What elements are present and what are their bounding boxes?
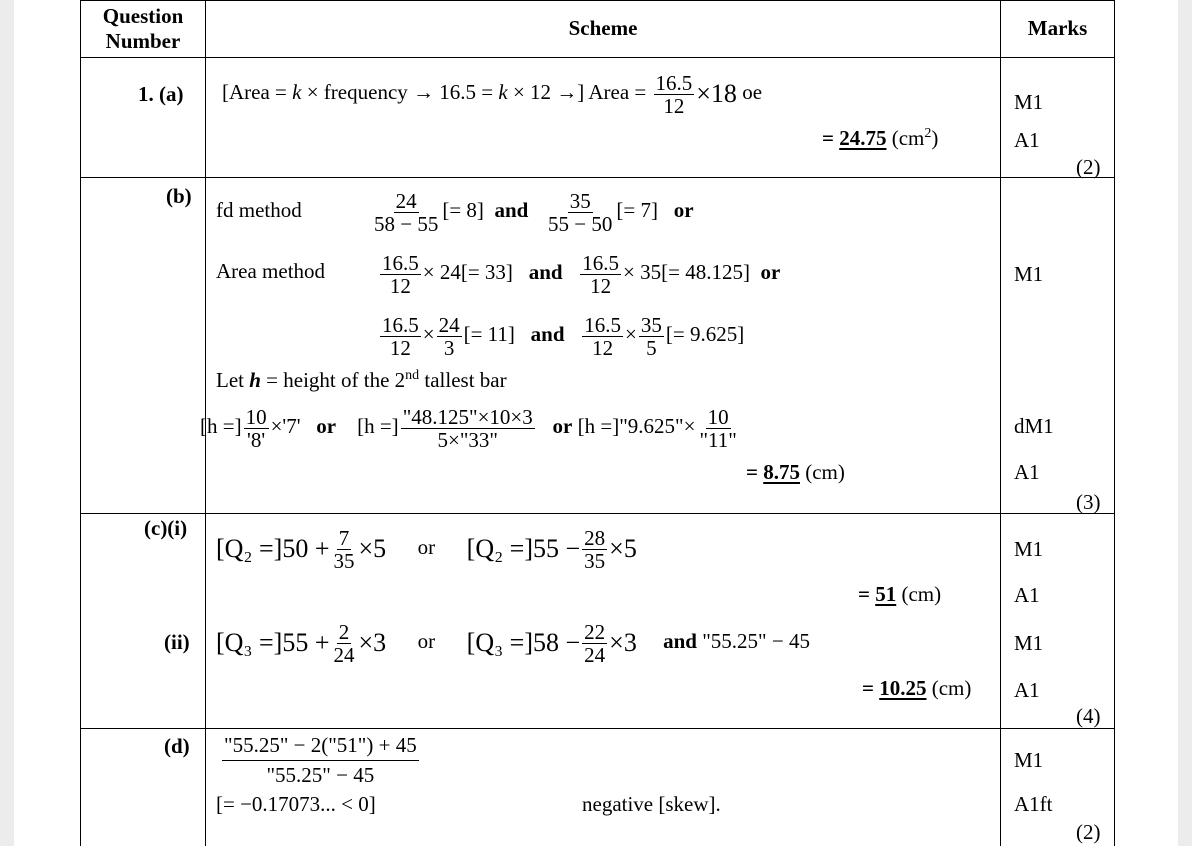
area-fraction-2-denominator: 12 [590,273,612,298]
answer-1b-value: 8.75 [763,460,800,484]
mark-1d-m1: M1 [1014,748,1044,772]
area-fraction-3b [437,314,462,359]
c-ii-base-2: 58 − [533,628,581,658]
answer-1c-ii-prefix: = [862,676,880,700]
area-fraction-2-numerator: 16.5 [582,250,620,275]
h-fraction-2-numerator: "48.125"×10×3 [402,404,533,429]
total-1d: (2) [1076,820,1101,844]
answer-1b-unit: (cm) [799,460,845,484]
area-fraction-1-denominator: 12 [389,273,411,298]
and-word: and [530,322,565,346]
h-fraction-1-denominator: '8' [247,427,266,452]
k-symbol-2: k [498,80,508,104]
ordinal-suffix: nd [405,368,420,383]
or-word: or [673,198,694,222]
c-ii-fraction-2-numerator: 22 [584,619,606,644]
d-conclusion: negative [skew]. [582,792,721,816]
mark-scheme-page [14,0,1178,846]
fd-fraction-2 [546,190,614,235]
area-fraction-4b-numerator: 35 [640,312,662,337]
c-ii-line [216,609,810,675]
answer-1c-ii [862,676,971,701]
c-ii-fraction-1-numerator: 2 [338,619,350,644]
mark-1c-a1: A1 [1014,583,1040,607]
and-word: and [494,198,529,222]
mark-1a-m1: M1 [1014,90,1044,114]
h-fraction-2-denominator: 5×"33" [437,427,498,452]
mark-1c-m1-ii: M1 [1014,631,1044,655]
question-number-header [84,4,202,54]
header-bottom-border [80,57,1114,58]
area-method-line1 [378,242,780,302]
area-fraction-3 [380,314,421,359]
d-calc: [= −0.17073... < 0] [216,792,376,816]
fd-method-line [370,180,694,240]
q2-bracket-1: [Q₂ =] [216,534,283,564]
let-h-line [216,368,507,393]
c-ii-times-1: ×3 [358,628,387,658]
let-word: Let [216,368,250,392]
mark-1a-a1: A1 [1014,128,1040,152]
fraction-denominator: 12 [663,93,685,118]
times-18: ×18 [696,79,737,109]
c-ii-fraction-1 [332,621,357,666]
answer-1a-prefix: = [822,126,840,150]
area-value-1: × 24[= 33] [422,260,513,284]
c-i-fraction-2 [582,527,607,572]
h-fraction-2 [401,406,535,451]
k-symbol: k [292,80,302,104]
fraction-numerator: 16.5 [655,70,693,95]
or-word: or [417,629,436,653]
answer-1c-ii-value: 10.25 [879,676,927,700]
c-i-fraction-1-numerator: 7 [338,525,350,550]
c-ii-fraction-2-denominator: 24 [584,642,606,667]
c-ii-fraction-1-denominator: 24 [333,642,355,667]
h-bracket-3: [h =] [577,414,620,438]
c-i-times-1: ×5 [358,534,387,564]
answer-1b-prefix: = [746,460,764,484]
area-fraction-4-numerator: 16.5 [584,312,622,337]
area-fraction-1-numerator: 16.5 [382,250,419,275]
area-fraction-1 [380,252,421,297]
area-value-4: [= 9.625] [665,322,745,346]
tallest-bar-text: tallest bar [419,368,507,392]
times-symbol: × [422,322,435,346]
area-fraction-4 [582,314,623,359]
c-i-fraction-1-denominator: 35 [333,548,355,573]
marks-header: Marks [1027,16,1088,40]
area-fraction-3b-numerator: 24 [438,312,460,337]
question-label-1c-ii: (ii) [164,630,190,654]
answer-1c-i-value: 51 [875,582,897,606]
fd-fraction-1 [372,190,440,235]
row-b-bottom-border [80,513,1114,514]
area-value-2: × 35[= 48.125] [623,260,750,284]
row-c-bottom-border [80,728,1114,729]
c-i-line [216,515,637,581]
or-word: or [760,260,781,284]
answer-1a-unit-close: ) [931,126,939,150]
answer-1c-ii-unit: (cm) [926,676,972,700]
row-a-bottom-border [80,177,1114,178]
answer-1a-unit: (cm [886,126,925,150]
fd-method-label: fd method [216,198,302,222]
fd-fraction-2-denominator: 55 − 50 [548,211,613,236]
and-word: and [663,629,697,653]
h-fraction-3-numerator: 10 [707,404,729,429]
area-fraction-4b [639,314,664,359]
h-calculation-line [200,396,741,456]
or-word: or [316,414,337,438]
q2-bracket-2: [Q₂ =] [466,534,533,564]
total-1c: (4) [1076,704,1101,728]
question-label-1a: 1. (a) [138,82,184,106]
scheme-header: Scheme [568,16,638,40]
area-fraction-2 [580,252,621,297]
oe-text: oe [736,80,763,104]
h-bracket-2: [h =] [357,414,399,438]
table-top-border [80,0,1114,1]
question-label-1d: (d) [164,734,190,758]
total-1a: (2) [1076,155,1101,179]
answer-1c-i [858,582,941,607]
mark-1b-a1: A1 [1014,460,1040,484]
c-ii-base-1: 55 + [282,628,330,658]
question-label-1b: (b) [166,184,192,208]
area-bracket-open: [Area = [222,80,293,104]
c-i-fraction-2-denominator: 35 [584,548,606,573]
area-value-3: [= 11] [463,322,515,346]
mark-1b-m1: M1 [1014,262,1044,286]
scheme-1a-line1 [222,60,762,126]
c-i-times-2: ×5 [609,534,637,564]
mark-1d-a1ft: A1ft [1014,792,1053,816]
mark-1c-m1: M1 [1014,537,1044,561]
answer-1b [746,460,845,485]
header-number-word: Number [105,29,181,53]
total-1b: (3) [1076,490,1101,514]
area-fraction-3b-denominator: 3 [443,335,455,360]
fraction-16-5-over-12 [654,72,695,117]
times-7: ×'7' [270,414,301,438]
h-fraction-3 [697,406,738,451]
c-i-base-1: 50 + [282,534,330,564]
c-ii-fraction-2 [582,621,607,666]
area-fraction-4-denominator: 12 [592,335,614,360]
c-i-fraction-1 [332,527,357,572]
h-fraction-1-numerator: 10 [245,404,267,429]
answer-1a-unit-power: 2 [924,126,932,141]
area-rest-text: × 12 →] Area = [507,80,652,104]
area-method-line2 [378,304,744,364]
fd-fraction-1-numerator: 24 [395,188,417,213]
header-question-word: Question [102,4,184,28]
c-i-base-2: 55 − [533,534,581,564]
area-method-label: Area method [216,259,326,283]
answer-1a-value: 24.75 [839,126,887,150]
scheme-column-border [1000,0,1001,846]
9625-times: "9.625"× [619,414,696,438]
fd-value-1: [= 8] [442,198,484,222]
answer-1a [822,126,938,151]
answer-1c-i-unit: (cm) [896,582,942,606]
skewness-denominator: "55.25" − 45 [266,763,375,788]
or-word: or [417,535,436,559]
frequency-text: × frequency → 16.5 = [301,80,499,104]
area-fraction-3-denominator: 12 [389,335,411,360]
h-symbol: h [249,368,261,392]
skewness-numerator: "55.25" − 2("51") + 45 [222,731,419,761]
answer-1c-i-prefix: = [858,582,876,606]
q3-bracket-1: [Q₃ =] [216,628,283,658]
height-text: = height of the 2 [260,368,406,392]
h-fraction-3-denominator: "11" [699,427,737,452]
table-left-border [80,0,81,846]
fd-value-2: [= 7] [616,198,658,222]
h-bracket-1: [h =] [200,414,242,438]
table-right-border [1114,0,1115,846]
question-label-1c-i: (c)(i) [144,516,188,540]
or-word: or [552,414,573,438]
c-i-fraction-2-numerator: 28 [584,525,606,550]
fd-fraction-2-numerator: 35 [569,188,591,213]
h-fraction-1 [244,406,269,451]
times-symbol: × [625,322,637,346]
area-fraction-4b-denominator: 5 [646,335,657,360]
mark-1b-dm1: dM1 [1014,414,1054,438]
mark-1c-a1-ii: A1 [1014,678,1040,702]
fd-fraction-1-denominator: 58 − 55 [374,211,439,236]
area-fraction-3-numerator: 16.5 [382,312,419,337]
d-fraction [220,731,421,791]
and-word: and [528,260,563,284]
skewness-fraction [222,731,419,791]
c-ii-extra: "55.25" − 45 [696,629,810,653]
c-ii-times-2: ×3 [609,628,637,658]
q3-bracket-2: [Q₃ =] [466,628,533,658]
